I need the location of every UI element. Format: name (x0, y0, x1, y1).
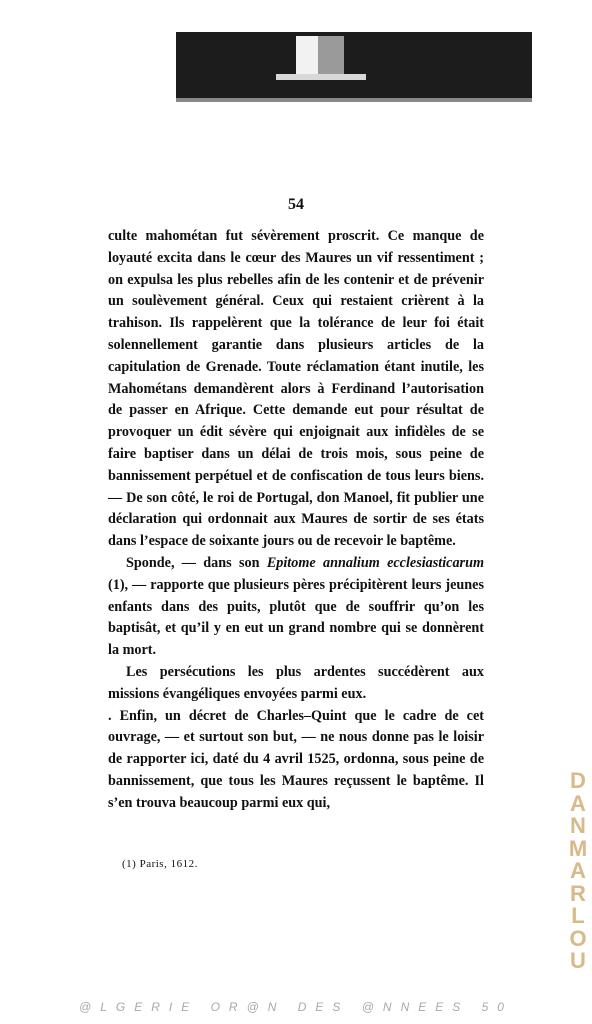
scan-artifact (318, 36, 344, 74)
scan-artifact (296, 36, 318, 76)
book-title: Epitome annalium ecclesiasticarum (266, 554, 484, 571)
paragraph: Les persécutions les plus ardentes succédèrent aux missions évangéliques envoyées parmi eux. (108, 663, 484, 702)
footnote: (1) Paris, 1612. (122, 858, 198, 870)
bottom-watermark: @LGERIE OR@N DES @NNEES 50 (79, 1000, 513, 1014)
scan-artifact (276, 74, 366, 80)
paragraph (108, 553, 484, 662)
scan-artifact (176, 98, 532, 102)
scanned-header-strip (176, 32, 532, 102)
paragraph-text: (1), — rapporte que plusieurs pères précipitèrent leurs jeunes enfants dans des puits, plutôt que de souffrir qu’on les baptisât, et qu’il y en eut un grand nombre qui se donnèrent la mort. (108, 576, 484, 659)
paragraph-text: Sponde, — dans son (126, 554, 267, 571)
vertical-watermark: DANMARLOU (568, 768, 588, 973)
paragraph: culte mahométan fut sévèrement proscrit. Ce manque de loyauté excita dans le cœur des Maures un vif ressentiment ; on expulsa les plus rebelles afin de les contenir et de prévenir un soulèvement général. Ceux qui restaient crièrent à la trahison. Ils rappelèrent que la tolérance de leur foi était solennellement garantie dans plusieurs articles de la capitulation de Grenade. Toute réclamation étant inutile, les Mahométans demandèrent alors à Ferdinand l’autorisation de passer en Afrique. Cette demande eut pour résultat de provoquer un édit sévère qui enjoignait aux infidèles de se faire baptiser dans un délai de trois mois, sous peine de bannissement perpétuel et de confiscation de tous leurs biens. — De son côté, le roi de Portugal, don Manoel, fit publier une déclaration qui ordonnait aux Maures de sortir de ses états dans l’espace de soixante jours ou de recevoir le baptême. (108, 228, 484, 550)
page-number: 54 (288, 196, 304, 213)
paragraph: . Enfin, un décret de Charles–Quint que le cadre de cet ouvrage, — et surtout son but, — ne nous donne pas le loisir de rapporter ici, daté du 4 avril 1525, ordonna, sous peine de bannissement, que tous les Maures reçussent le baptême. Il s’en trouva beaucoup parmi eux qui, (108, 707, 484, 811)
body-text (108, 226, 484, 815)
